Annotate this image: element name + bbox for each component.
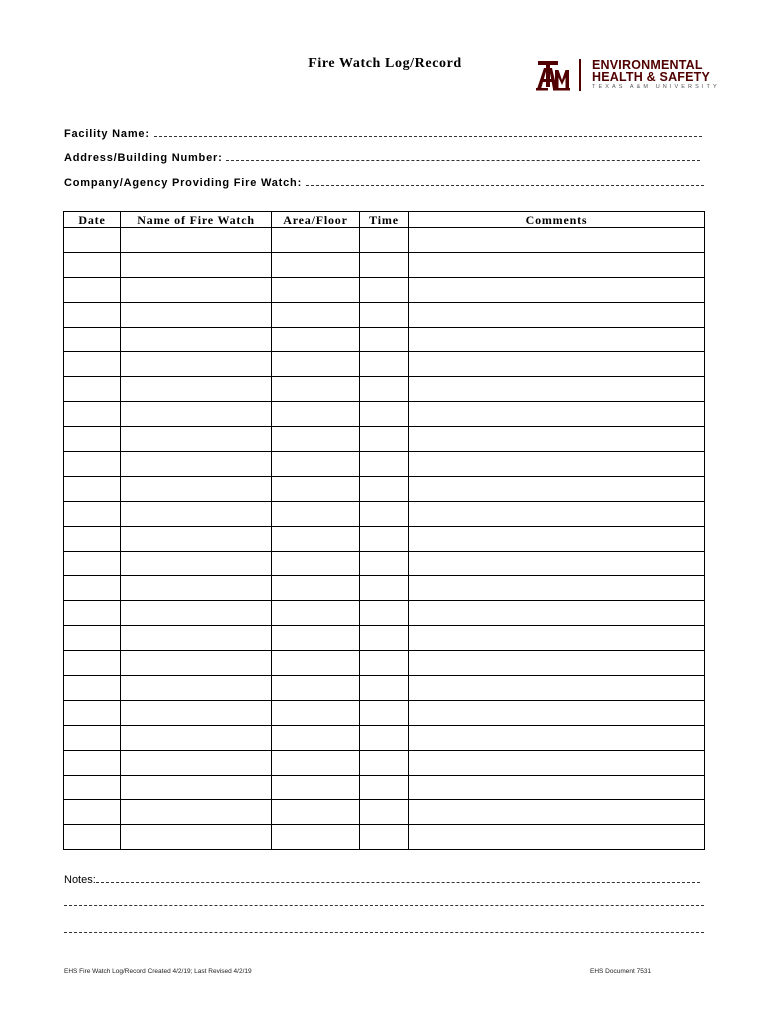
cell-area-floor[interactable] <box>272 725 360 750</box>
cell-comments[interactable] <box>409 427 705 452</box>
cell-comments[interactable] <box>409 825 705 850</box>
cell-area-floor[interactable] <box>272 651 360 676</box>
cell-area-floor[interactable] <box>272 476 360 501</box>
cell-time[interactable] <box>360 377 409 402</box>
table-row <box>64 402 705 427</box>
cell-date[interactable] <box>64 750 121 775</box>
cell-comments[interactable] <box>409 252 705 277</box>
cell-date[interactable] <box>64 651 121 676</box>
cell-area-floor[interactable] <box>272 676 360 701</box>
cell-time[interactable] <box>360 676 409 701</box>
cell-comments[interactable] <box>409 452 705 477</box>
address-building-field[interactable] <box>64 152 700 164</box>
cell-area-floor[interactable] <box>272 551 360 576</box>
cell-time[interactable] <box>360 352 409 377</box>
facility-name-label: Facility Name: <box>64 128 150 140</box>
cell-area-floor[interactable] <box>272 700 360 725</box>
table-row <box>64 277 705 302</box>
cell-date[interactable] <box>64 700 121 725</box>
cell-date[interactable] <box>64 352 121 377</box>
cell-name-of-fire-watch[interactable] <box>121 302 272 327</box>
cell-name-of-fire-watch[interactable] <box>121 501 272 526</box>
cell-area-floor[interactable] <box>272 825 360 850</box>
cell-area-floor[interactable] <box>272 501 360 526</box>
cell-name-of-fire-watch[interactable] <box>121 676 272 701</box>
cell-time[interactable] <box>360 526 409 551</box>
cell-date[interactable] <box>64 427 121 452</box>
document-title: Fire Watch Log/Record <box>308 56 462 71</box>
cell-name-of-fire-watch[interactable] <box>121 551 272 576</box>
cell-date[interactable] <box>64 626 121 651</box>
cell-comments[interactable] <box>409 676 705 701</box>
cell-comments[interactable] <box>409 476 705 501</box>
cell-time[interactable] <box>360 825 409 850</box>
cell-area-floor[interactable] <box>272 427 360 452</box>
cell-comments[interactable] <box>409 551 705 576</box>
notes-line-3[interactable] <box>64 932 704 933</box>
cell-date[interactable] <box>64 476 121 501</box>
logo-text-health-safety: HEALTH & SAFETY <box>592 70 711 84</box>
notes-label: Notes: <box>64 874 96 886</box>
cell-area-floor[interactable] <box>272 302 360 327</box>
cell-time[interactable] <box>360 576 409 601</box>
address-building-line[interactable] <box>226 160 700 161</box>
facility-name-line[interactable] <box>154 136 702 137</box>
logo-divider <box>579 59 581 91</box>
cell-date[interactable] <box>64 452 121 477</box>
table-row <box>64 676 705 701</box>
cell-date[interactable] <box>64 775 121 800</box>
table-row <box>64 427 705 452</box>
cell-time[interactable] <box>360 402 409 427</box>
cell-date[interactable] <box>64 402 121 427</box>
cell-date[interactable] <box>64 676 121 701</box>
cell-date[interactable] <box>64 327 121 352</box>
cell-name-of-fire-watch[interactable] <box>121 725 272 750</box>
cell-time[interactable] <box>360 427 409 452</box>
facility-name-field[interactable] <box>64 128 702 140</box>
cell-name-of-fire-watch[interactable] <box>121 601 272 626</box>
table-row <box>64 352 705 377</box>
table-row <box>64 252 705 277</box>
table-row <box>64 576 705 601</box>
header-area-floor: Area/Floor <box>272 212 360 228</box>
table-row <box>64 825 705 850</box>
cell-date[interactable] <box>64 302 121 327</box>
cell-date[interactable] <box>64 601 121 626</box>
cell-name-of-fire-watch[interactable] <box>121 651 272 676</box>
table-row <box>64 551 705 576</box>
table-body <box>64 228 705 850</box>
cell-comments[interactable] <box>409 626 705 651</box>
cell-time[interactable] <box>360 327 409 352</box>
cell-comments[interactable] <box>409 651 705 676</box>
cell-time[interactable] <box>360 551 409 576</box>
header-name-of-fire-watch: Name of Fire Watch <box>121 212 272 228</box>
company-agency-label: Company/Agency Providing Fire Watch: <box>64 177 303 189</box>
cell-date[interactable] <box>64 277 121 302</box>
table-row <box>64 750 705 775</box>
cell-name-of-fire-watch[interactable] <box>121 626 272 651</box>
notes-line-1[interactable] <box>96 882 700 883</box>
ehs-logo <box>536 58 720 92</box>
cell-date[interactable] <box>64 501 121 526</box>
table-row <box>64 626 705 651</box>
table-row <box>64 725 705 750</box>
company-agency-line[interactable] <box>306 185 704 186</box>
cell-time[interactable] <box>360 501 409 526</box>
logo-text-environmental: ENVIRONMENTAL <box>592 58 703 72</box>
cell-time[interactable] <box>360 800 409 825</box>
cell-area-floor[interactable] <box>272 252 360 277</box>
cell-name-of-fire-watch[interactable] <box>121 825 272 850</box>
cell-time[interactable] <box>360 700 409 725</box>
cell-area-floor[interactable] <box>272 402 360 427</box>
cell-date[interactable] <box>64 825 121 850</box>
cell-area-floor[interactable] <box>272 750 360 775</box>
table-row <box>64 800 705 825</box>
company-agency-field[interactable] <box>64 177 704 189</box>
cell-area-floor[interactable] <box>272 576 360 601</box>
cell-name-of-fire-watch[interactable] <box>121 252 272 277</box>
cell-date[interactable] <box>64 576 121 601</box>
table-header-row <box>64 212 705 228</box>
cell-time[interactable] <box>360 775 409 800</box>
fire-watch-log-table <box>63 211 705 850</box>
cell-time[interactable] <box>360 601 409 626</box>
cell-area-floor[interactable] <box>272 327 360 352</box>
cell-time[interactable] <box>360 252 409 277</box>
cell-name-of-fire-watch[interactable] <box>121 775 272 800</box>
cell-comments[interactable] <box>409 302 705 327</box>
cell-area-floor[interactable] <box>272 452 360 477</box>
cell-time[interactable] <box>360 452 409 477</box>
cell-time[interactable] <box>360 476 409 501</box>
cell-name-of-fire-watch[interactable] <box>121 377 272 402</box>
cell-comments[interactable] <box>409 700 705 725</box>
cell-comments[interactable] <box>409 277 705 302</box>
cell-comments[interactable] <box>409 377 705 402</box>
cell-comments[interactable] <box>409 775 705 800</box>
notes-field[interactable] <box>64 874 700 886</box>
table-row <box>64 327 705 352</box>
cell-comments[interactable] <box>409 576 705 601</box>
cell-comments[interactable] <box>409 526 705 551</box>
cell-comments[interactable] <box>409 402 705 427</box>
atm-logo-icon <box>536 58 570 92</box>
header-comments: Comments <box>409 212 705 228</box>
cell-time[interactable] <box>360 626 409 651</box>
table-row <box>64 501 705 526</box>
table-row <box>64 651 705 676</box>
table-row <box>64 228 705 253</box>
cell-name-of-fire-watch[interactable] <box>121 452 272 477</box>
footer-revision: EHS Fire Watch Log/Record Created 4/2/19; Last Revised 4/2/19 <box>64 968 252 975</box>
table-row <box>64 476 705 501</box>
cell-comments[interactable] <box>409 228 705 253</box>
cell-name-of-fire-watch[interactable] <box>121 327 272 352</box>
cell-name-of-fire-watch[interactable] <box>121 402 272 427</box>
footer-document-number: EHS Document 7531 <box>590 968 652 975</box>
cell-name-of-fire-watch[interactable] <box>121 576 272 601</box>
cell-name-of-fire-watch[interactable] <box>121 750 272 775</box>
cell-name-of-fire-watch[interactable] <box>121 476 272 501</box>
table-row <box>64 700 705 725</box>
cell-area-floor[interactable] <box>272 377 360 402</box>
cell-area-floor[interactable] <box>272 228 360 253</box>
cell-comments[interactable] <box>409 800 705 825</box>
cell-area-floor[interactable] <box>272 526 360 551</box>
cell-date[interactable] <box>64 252 121 277</box>
cell-date[interactable] <box>64 228 121 253</box>
cell-time[interactable] <box>360 651 409 676</box>
table-row <box>64 302 705 327</box>
table-row <box>64 526 705 551</box>
cell-area-floor[interactable] <box>272 352 360 377</box>
cell-name-of-fire-watch[interactable] <box>121 526 272 551</box>
cell-date[interactable] <box>64 725 121 750</box>
table-row <box>64 775 705 800</box>
cell-date[interactable] <box>64 551 121 576</box>
header-date: Date <box>64 212 121 228</box>
cell-comments[interactable] <box>409 725 705 750</box>
table-row <box>64 377 705 402</box>
cell-date[interactable] <box>64 377 121 402</box>
address-building-label: Address/Building Number: <box>64 152 223 164</box>
cell-name-of-fire-watch[interactable] <box>121 800 272 825</box>
cell-name-of-fire-watch[interactable] <box>121 427 272 452</box>
cell-time[interactable] <box>360 302 409 327</box>
cell-area-floor[interactable] <box>272 601 360 626</box>
header-time: Time <box>360 212 409 228</box>
cell-comments[interactable] <box>409 352 705 377</box>
cell-time[interactable] <box>360 228 409 253</box>
cell-comments[interactable] <box>409 327 705 352</box>
notes-line-2[interactable] <box>64 905 704 906</box>
cell-name-of-fire-watch[interactable] <box>121 277 272 302</box>
cell-comments[interactable] <box>409 601 705 626</box>
cell-time[interactable] <box>360 277 409 302</box>
cell-name-of-fire-watch[interactable] <box>121 700 272 725</box>
table-row <box>64 601 705 626</box>
cell-name-of-fire-watch[interactable] <box>121 228 272 253</box>
cell-comments[interactable] <box>409 501 705 526</box>
cell-date[interactable] <box>64 526 121 551</box>
cell-date[interactable] <box>64 800 121 825</box>
cell-area-floor[interactable] <box>272 800 360 825</box>
logo-text-university: TEXAS A&M UNIVERSITY <box>592 84 720 90</box>
cell-time[interactable] <box>360 725 409 750</box>
cell-area-floor[interactable] <box>272 775 360 800</box>
cell-area-floor[interactable] <box>272 626 360 651</box>
cell-name-of-fire-watch[interactable] <box>121 352 272 377</box>
table-row <box>64 452 705 477</box>
cell-area-floor[interactable] <box>272 277 360 302</box>
cell-time[interactable] <box>360 750 409 775</box>
cell-comments[interactable] <box>409 750 705 775</box>
